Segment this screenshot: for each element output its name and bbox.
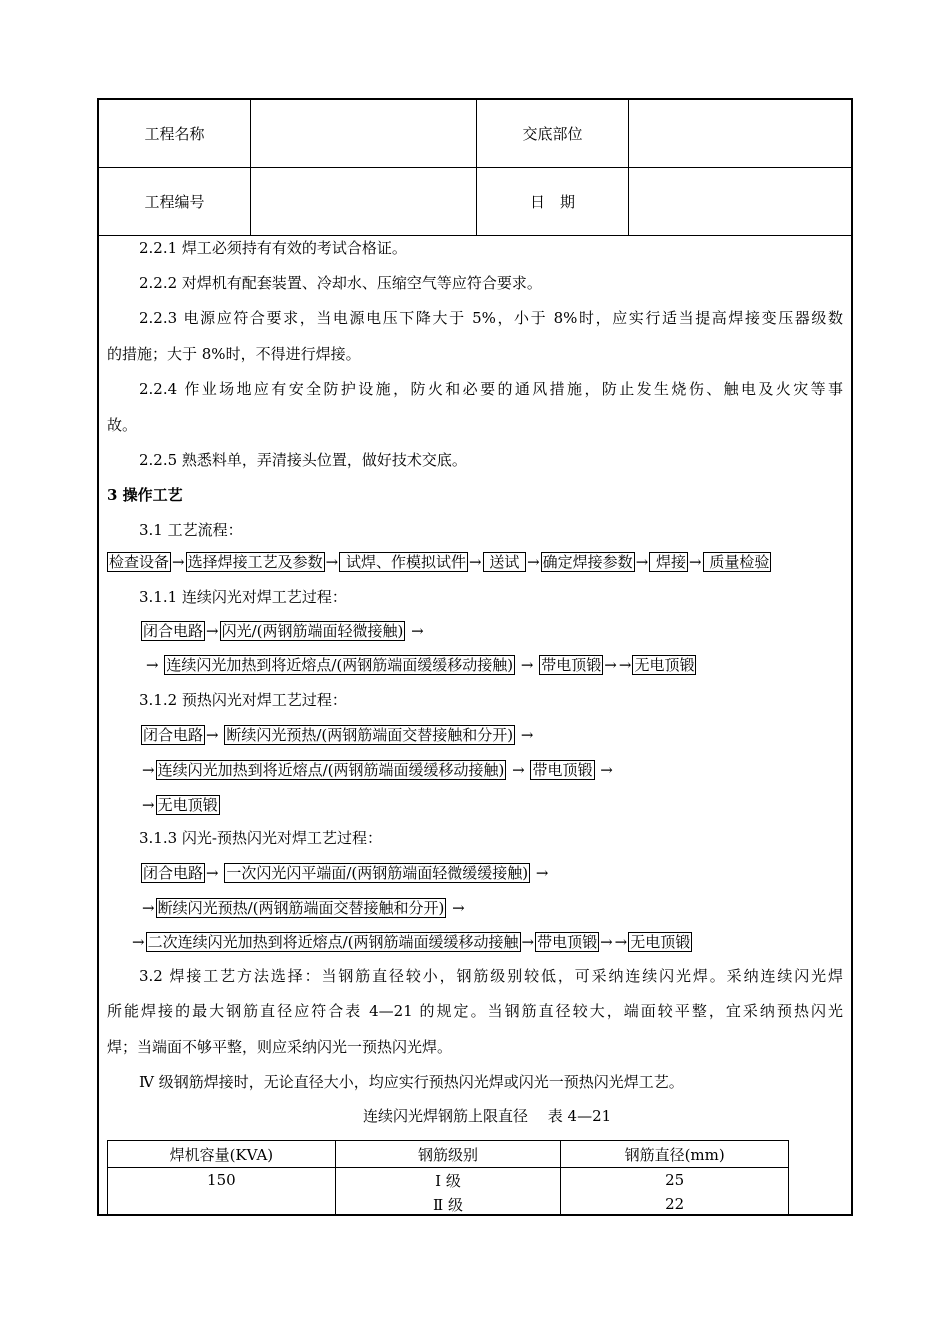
arrow-icon: → [635,553,649,571]
project-no-label: 工程编号 [99,168,251,236]
arrow-icon: → [142,899,155,917]
flow-step-check-equipment: 检查设备 [109,553,170,571]
step-intermittent-preheat: 断续闪光预热/(两钢筋端面交替接触和分开) [157,899,445,917]
arrow-icon: → [468,553,482,571]
arrow-icon: → [689,553,702,571]
step-second-continuous-flash: 二次连续闪光加热到将近熔点/(两钢筋端面缓缓移动接触 [147,933,519,951]
para-2-2-4-line2: 故。 [107,416,138,434]
section-3-2-line2: 所能焊接的最大钢筋直径应符合表 4—21 的规定。当钢筋直径较大，端面较平整，宜采纳预热闪光 [107,1002,843,1020]
header-table [99,100,851,236]
document-frame [97,98,853,1216]
table-header-cell: 焊机容量(KVA) [108,1141,336,1168]
section-3-1-3: 3.1.3 闪光-预热闪光对焊工艺过程： [139,829,383,847]
disclosure-label: 交底部位 [477,100,629,168]
arrow-icon: → [206,726,219,744]
para-2-2-1: 2.2.1 焊工必须持有有效的考试合格证。 [139,239,407,257]
step-powered-upset: 带电顶锻 [541,656,602,674]
flow-step-confirm-params: 确定焊接参数 [542,553,633,571]
table-cell: Ⅱ 级 [335,1192,561,1216]
section-3-2-line1: 3.2 焊接工艺方法选择：当钢筋直径较小，钢筋级别较低，可采纳连续闪光焊。采纳连续闪光焊 [139,967,843,985]
flow-step-weld: 焊接 [651,553,687,571]
step-close-circuit: 闭合电路 [143,864,204,882]
arrow-icon: → [206,622,219,640]
process-3-1-3-row2 [141,898,466,918]
process-3-1-3-row1 [141,863,550,883]
flow-step-quality-check: 质量检验 [704,553,770,571]
process-3-1-1-row1 [141,621,425,641]
para-2-2-4-line1: 2.2.4 作业场地应有安全防护设施，防火和必要的通风措施，防止发生烧伤、触电及火灾等事 [139,380,843,398]
step-powered-upset: 带电顶锻 [532,761,593,779]
arrow-icon: → [527,553,540,571]
date-label: 日 期 [477,168,629,236]
arrow-icon: → [604,656,617,674]
table-cell: 22 [561,1192,789,1216]
step-close-circuit: 闭合电路 [143,622,204,640]
arrow-icon: → [520,656,534,674]
para-2-2-3-line2: 的措施；大于 8%时，不得进行焊接。 [107,345,361,363]
arrow-icon: → [520,726,534,744]
flow-step-select-process: 选择焊接工艺及参数 [187,553,323,571]
table-caption: 连续闪光焊钢筋上限直径 表 4—21 [363,1107,612,1125]
flow-step-trial-weld: 试焊、作模拟试件 [341,553,466,571]
section-3-2-line3: 焊；当端面不够平整，则应采纳闪光一预热闪光焊。 [107,1038,453,1056]
step-continuous-flash-heating: 连续闪光加热到将近熔点/(两钢筋端面缓缓移动接触) [157,761,505,779]
table-cell: Ⅰ 级 [335,1168,561,1193]
section-3-1-1: 3.1.1 连续闪光对焊工艺过程： [139,588,347,606]
arrow-icon: → [535,864,549,882]
arrow-icon: → [132,933,145,951]
process-3-1-2-row1 [141,725,535,745]
project-no-value [251,168,477,236]
arrow-icon: → [600,761,613,779]
step-close-circuit: 闭合电路 [143,726,204,744]
step-continuous-flash-heating: 连续闪光加热到将近熔点/(两钢筋端面缓缓移动接触) [166,656,514,674]
process-3-1-2-row2 [141,760,614,780]
table-row [108,1168,789,1193]
disclosure-value [629,100,851,168]
arrow-icon: → [452,899,465,917]
date-value [629,168,851,236]
section-3-1: 3.1 工艺流程： [139,521,243,539]
step-first-flash-flatten: 一次闪光闪平端面/(两钢筋端面轻微缓缓接触) [226,864,529,882]
para-2-2-2: 2.2.2 对焊机有配套装置、冷却水、压缩空气等应符合要求。 [139,274,542,292]
section-3-1-2: 3.1.2 预热闪光对焊工艺过程： [139,691,347,709]
table-header-cell: 钢筋直径(mm) [561,1141,789,1168]
step-unpowered-upset: 无电顶锻 [630,933,691,951]
arrow-icon: → [521,933,535,951]
flow-step-send-test: 送试 [484,553,525,571]
table-cell: 150 [108,1168,336,1193]
step-unpowered-upset: 无电顶锻 [157,796,218,814]
arrow-icon: → [512,761,525,779]
para-2-2-3-line1: 2.2.3 电源应符合要求，当电源电压下降大于 5%，小于 8%时，应实行适当提高焊接变压器级数 [139,309,843,327]
table-row [108,1192,789,1216]
step-flash: 闪光/(两钢筋端面轻微接触) [221,622,404,640]
arrow-icon: → [411,622,424,640]
arrow-icon: → [600,933,613,951]
process-3-1-1-row2 [145,655,696,675]
process-3-1-2-row3 [141,795,220,815]
diameter-limit-table [107,1140,789,1216]
arrow-icon: → [206,864,219,882]
step-unpowered-upset: 无电顶锻 [634,656,695,674]
step-powered-upset: 带电顶锻 [537,933,598,951]
arrow-icon: → [142,761,155,779]
arrow-icon: → [325,553,339,571]
table-cell: 25 [561,1168,789,1193]
arrow-icon: → [142,796,155,814]
project-name-label: 工程名称 [99,100,251,168]
arrow-icon: → [614,933,628,951]
project-name-value [251,100,477,168]
table-header-row [108,1141,789,1168]
para-2-2-5: 2.2.5 熟悉料单，弄清接头位置，做好技术交底。 [139,451,467,469]
arrow-icon: → [172,553,185,571]
section-3-heading: 3 操作工艺 [107,486,183,504]
arrow-icon: → [618,656,632,674]
step-intermittent-preheat: 断续闪光预热/(两钢筋端面交替接触和分开) [226,726,514,744]
arrow-icon: → [146,656,159,674]
table-header-cell: 钢筋级别 [335,1141,561,1168]
section-3-2-line4: Ⅳ 级钢筋焊接时，无论直径大小，均应实行预热闪光焊或闪光一预热闪光焊工艺。 [139,1073,684,1091]
process-3-1-3-row3 [131,932,692,952]
process-flow-row [107,552,771,572]
table-cell [108,1192,336,1216]
